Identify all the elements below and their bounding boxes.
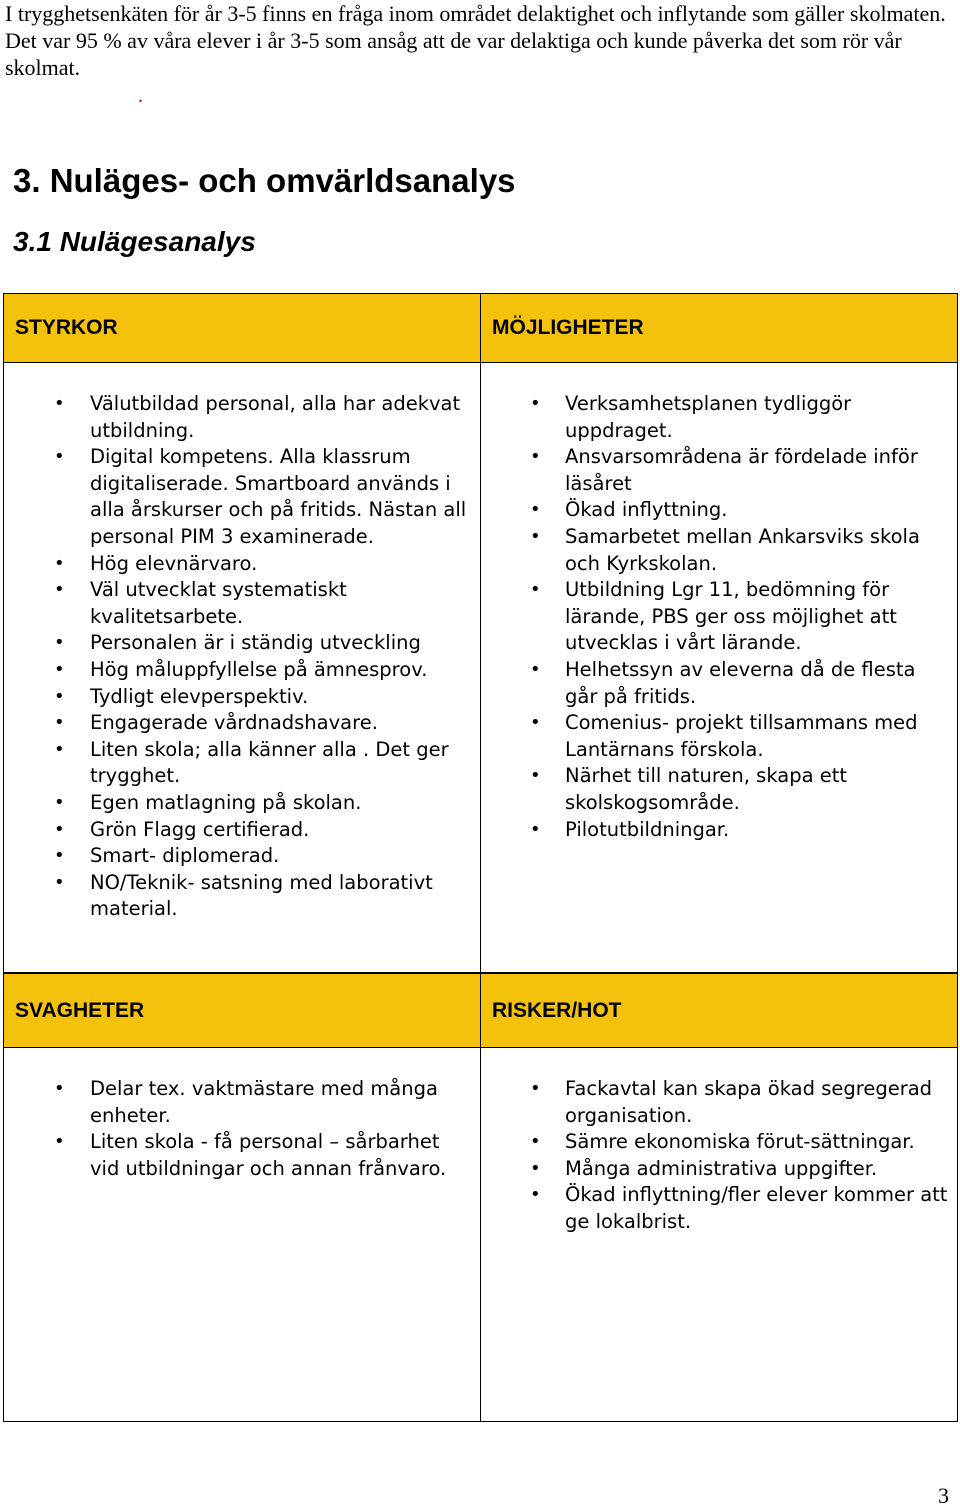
strengths-list	[4, 363, 480, 923]
list-item: • Grön Flagg certifierad.	[4, 817, 480, 844]
list-item: • Egen matlagning på skolan.	[4, 790, 480, 817]
list-item: • Liten skola; alla känner alla . Det ger trygghet.	[4, 737, 480, 790]
list-item: • Ökad inflyttning/fler elever kommer att ge lokalbrist.	[481, 1182, 957, 1235]
subsection-heading: 3.1 Nulägesanalys	[13, 226, 256, 257]
list-item: • Sämre ekonomiska förut-sättningar.	[481, 1129, 957, 1156]
list-item: • Delar tex. vaktmästare med många enheter.	[4, 1076, 480, 1129]
list-item: • Fackavtal kan skapa ökad segregerad organisation.	[481, 1076, 957, 1129]
strengths-cell	[4, 363, 481, 973]
list-item: • Personalen är i ständig utveckling	[4, 630, 480, 657]
list-item: • Väl utvecklat systematiskt kvalitetsarbete.	[4, 577, 480, 630]
list-item: • Hög måluppfyllelse på ämnesprov.	[4, 657, 480, 684]
threats-list	[481, 1048, 957, 1236]
list-item: • Närhet till naturen, skapa ett skolskogsområde.	[481, 763, 957, 816]
list-item: • Ökad inflyttning.	[481, 497, 957, 524]
list-item: • Pilotutbildningar.	[481, 817, 957, 844]
section-heading: 3. Nuläges- och omvärldsanalys	[13, 162, 516, 199]
weaknesses-list	[4, 1048, 480, 1182]
swot-table-bottom	[3, 973, 958, 1422]
opportunities-cell	[481, 363, 958, 973]
page-number: 3	[938, 1483, 949, 1508]
threats-header: RISKER/HOT	[481, 974, 958, 1048]
list-item: • Tydligt elevperspektiv.	[4, 684, 480, 711]
list-item: • Smart- diplomerad.	[4, 843, 480, 870]
list-item: • Digital kompetens. Alla klassrum digitaliserade. Smartboard används i alla årskurser och på fritids. Nästan all personal PIM 3 examinerade.	[4, 444, 480, 550]
list-item: • Samarbetet mellan Ankarsviks skola och Kyrkskolan.	[481, 524, 957, 577]
list-item: • Liten skola - få personal – sårbarhet vid utbildningar och annan frånvaro.	[4, 1129, 480, 1182]
list-item: • Engagerade vårdnadshavare.	[4, 710, 480, 737]
list-item: • Comenius- projekt tillsammans med Lantärnans förskola.	[481, 710, 957, 763]
opportunities-header: MÖJLIGHETER	[481, 294, 958, 363]
weaknesses-cell	[4, 1048, 481, 1422]
list-item: • Verksamhetsplanen tydliggör uppdraget.	[481, 391, 957, 444]
list-item: • Välutbildad personal, alla har adekvat utbildning.	[4, 391, 480, 444]
stray-dot: .	[138, 85, 143, 107]
list-item: • Helhetssyn av eleverna då de flesta går på fritids.	[481, 657, 957, 710]
strengths-header: STYRKOR	[4, 294, 481, 363]
opportunities-list	[481, 363, 957, 843]
list-item: • Utbildning Lgr 11, bedömning för lärande, PBS ger oss möjlighet att utvecklas i vårt lärande.	[481, 577, 957, 657]
swot-table-top	[3, 293, 958, 973]
list-item: • Hög elevnärvaro.	[4, 551, 480, 578]
list-item: • Ansvarsområdena är fördelade inför läsåret	[481, 444, 957, 497]
threats-cell	[481, 1048, 958, 1422]
intro-paragraph: I trygghetsenkäten för år 3-5 finns en fråga inom området delaktighet och inflytande som gäller skolmaten. Det var 95 % av våra elever i år 3-5 som ansåg att de var delaktiga och kunde påverka det som rör vår skolmat.	[5, 1, 946, 80]
weaknesses-header: SVAGHETER	[4, 974, 481, 1048]
list-item: • Många administrativa uppgifter.	[481, 1156, 957, 1183]
list-item: • NO/Teknik- satsning med laborativt material.	[4, 870, 480, 923]
